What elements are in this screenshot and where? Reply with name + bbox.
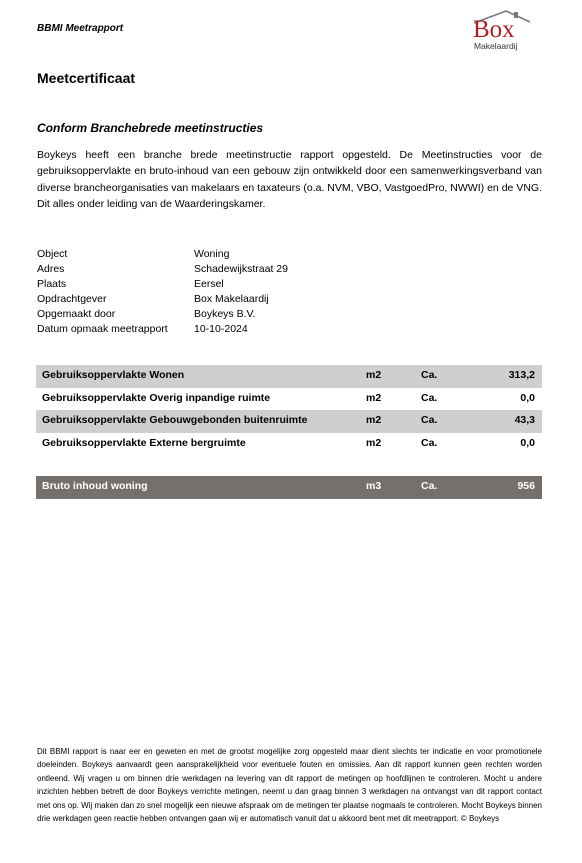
- row-label: Gebruiksoppervlakte Gebouwgebonden buitenruimte: [42, 414, 308, 426]
- row-value: 313,2: [508, 369, 535, 381]
- info-row: [37, 262, 288, 277]
- logo-subtitle: Makelaardij: [474, 41, 518, 51]
- row-value: 43,3: [514, 414, 535, 426]
- info-row: [37, 292, 288, 307]
- info-label: Opdrachtgever: [37, 293, 107, 305]
- info-label: Object: [37, 248, 68, 260]
- section-title: Conform Branchebrede meetinstructies: [37, 121, 264, 135]
- table-row: [36, 388, 542, 411]
- row-ca: Ca.: [421, 436, 438, 449]
- row-unit: m2: [366, 369, 382, 381]
- measurement-table: [36, 365, 542, 455]
- report-header-title: BBMI Meetrapport: [37, 23, 124, 34]
- row-ca: Ca.: [421, 391, 438, 404]
- object-info: [37, 247, 288, 337]
- row-label: Gebruiksoppervlakte Wonen: [42, 369, 185, 381]
- row-unit: m2: [366, 436, 382, 449]
- info-value: Eersel: [194, 278, 224, 290]
- page-title: Meetcertificaat: [37, 70, 136, 86]
- intro-paragraph: Boykeys heeft een branche brede meetinstructie rapport opgesteld. De Meetinstructies voor de gebruiksoppervlakte en bruto-inhoud van een gebouw zijn ontwikkeld door een samenwerkingsverband van diverse brancheorganisaties van makelaars en taxateurs (o.a. NVM, VBO, VastgoedPro, NWWI) en de VNG. Dit alles onder leiding van de Waarderingskamer.: [37, 149, 542, 210]
- info-row: [37, 307, 288, 322]
- info-value: Boykeys B.V.: [194, 308, 256, 320]
- info-row: [37, 322, 288, 337]
- info-value: Box Makelaardij: [194, 293, 269, 305]
- total-ca: Ca.: [421, 480, 438, 492]
- table-row: [36, 410, 542, 433]
- row-unit: m2: [366, 391, 382, 404]
- info-label: Opgemaakt door: [37, 308, 116, 320]
- row-ca: Ca.: [421, 414, 438, 426]
- info-label: Plaats: [37, 278, 67, 290]
- table-row: [36, 433, 542, 456]
- info-label: Adres: [37, 263, 65, 275]
- logo-brand-text: Box: [473, 16, 515, 43]
- total-volume-row: [36, 476, 542, 499]
- info-value: Schadewijkstraat 29: [194, 263, 288, 275]
- total-unit: m3: [366, 480, 382, 492]
- info-value: 10-10-2024: [194, 323, 248, 335]
- row-label: Gebruiksoppervlakte Externe bergruimte: [42, 436, 246, 449]
- row-value: 0,0: [520, 436, 535, 449]
- table-row: [36, 365, 542, 388]
- info-row: [37, 277, 288, 292]
- info-row: [37, 247, 288, 262]
- disclaimer-text: Dit BBMI rapport is naar eer en geweten en met de grootst mogelijke zorg opgesteld maar dient slechts ter indicatie en voor promotionele doeleinden. Boykeys aanvaardt geen aansprakelijkheid voor eventuele fouten en omissies. Aan dit rapport kunnen geen rechten worden ontleend. Wij vragen u om binnen drie werkdagen na levering van dit rapport de metingen op hoofdlijnen te controleren. Mocht u andere inzichten hebben betreft de door Boykeys verrichte metingen, neemt u dan graag binnen 3 werkdagen na ontvangst van dit rapport contact met ons op. Wij maken dan zo snel mogelijk een nieuwe afspraak om de metingen ter plaatse nogmaals te controleren. Mocht Boykeys binnen drie werkdagen geen reactie hebben ontvangen gaan wij er automatisch vanuit dat u akkoord bent met dit meetrapport. © Boykeys: [37, 747, 542, 824]
- info-label: Datum opmaak meetrapport: [37, 323, 168, 335]
- box-makelaardij-logo: [468, 8, 534, 52]
- row-label: Gebruiksoppervlakte Overig inpandige ruimte: [42, 391, 271, 404]
- total-value: 956: [517, 480, 535, 492]
- info-value: Woning: [194, 248, 230, 260]
- total-label: Bruto inhoud woning: [42, 480, 148, 492]
- row-ca: Ca.: [421, 369, 438, 381]
- row-unit: m2: [366, 414, 382, 426]
- row-value: 0,0: [520, 391, 535, 404]
